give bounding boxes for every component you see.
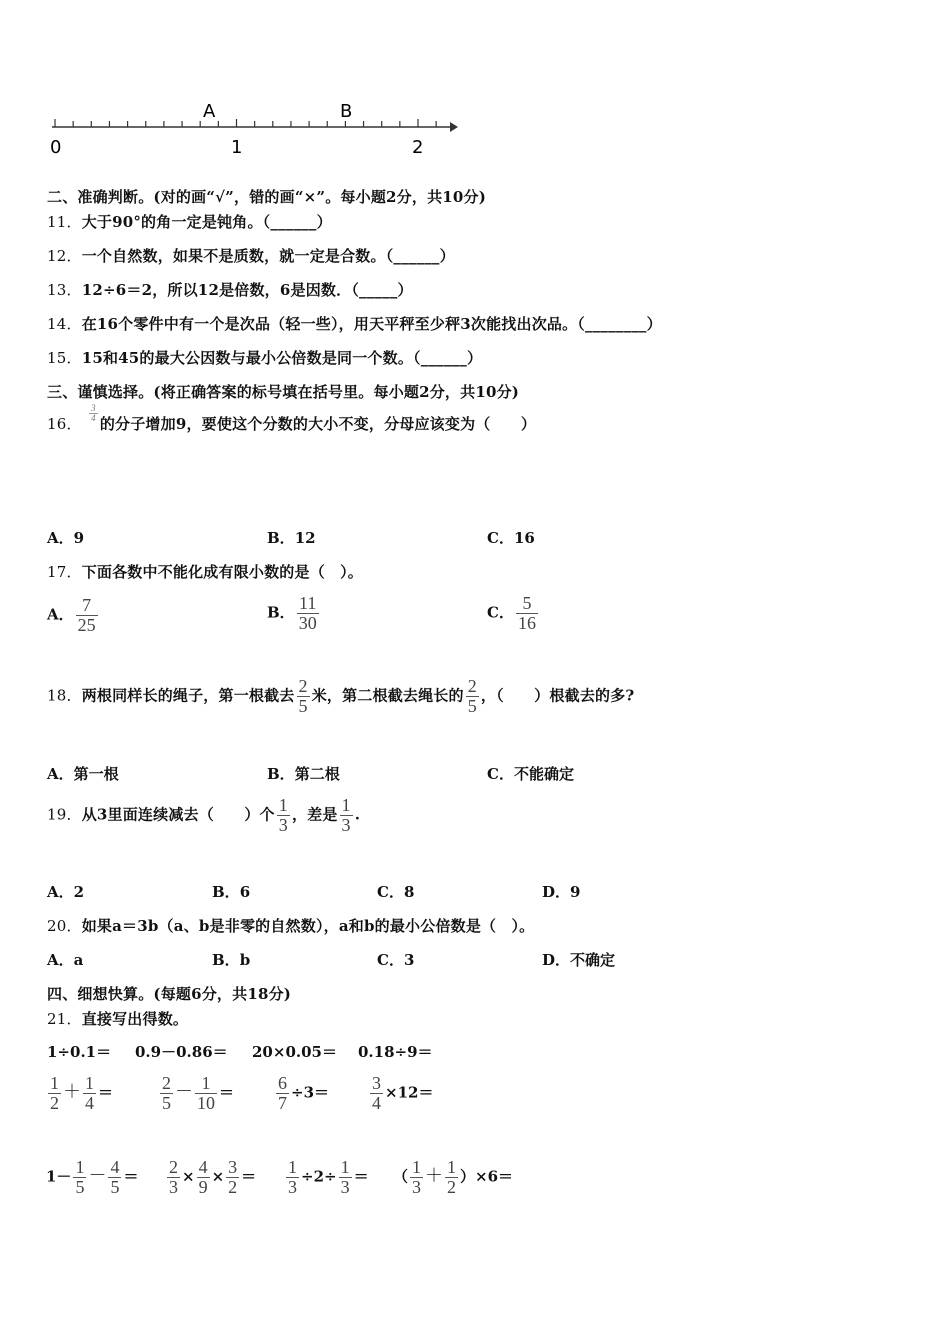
calc-1: 1÷0.1＝	[47, 1043, 112, 1061]
calc-7: $\frac{6}{7}$ ÷3＝	[278, 1073, 330, 1113]
question-21: 21．直接写出得数。	[47, 1010, 189, 1028]
calc-11: $\frac{1}{3}$ ÷2÷ $\frac{1}{3}$ ＝	[288, 1157, 369, 1197]
q19-option-d: D．9	[542, 883, 581, 901]
calc-4: 0.18÷9＝	[358, 1043, 433, 1061]
calc-8: $\frac{3}{4}$ ×12＝	[372, 1073, 434, 1113]
q18-option-b: B．第二根	[267, 765, 340, 783]
fraction: $\frac{5}{16}$	[517, 593, 536, 633]
question-20: 20．如果a＝3b（a、b是非零的自然数），a和b的最小公倍数是（ ）。	[47, 917, 535, 935]
tick-label-2: 2	[412, 137, 424, 158]
q20-option-a: A．a	[47, 951, 84, 969]
q18-option-a: A．第一根	[47, 765, 119, 783]
point-label-b: B	[340, 101, 353, 122]
question-12: 12．一个自然数，如果不是质数，就一定是合数。（______）	[47, 247, 455, 265]
fraction: $\frac{1}{3}$	[288, 1157, 297, 1197]
fraction: $\frac{2}{5}$	[467, 676, 477, 716]
q16-option-a: A．9	[47, 529, 85, 547]
calc-10: $\frac{2}{3}$ × $\frac{4}{9}$ × $\frac{3}{2}$ ＝	[169, 1157, 257, 1197]
calc-12: （ $\frac{1}{3}$ ＋ $\frac{1}{2}$ ）×6＝	[393, 1157, 514, 1197]
question-14: 14．在16个零件中有一个是次品（轻一些），用天平秤至少秤3次能找出次品。（________）	[47, 315, 662, 333]
calc-6: $\frac{2}{5}$ － $\frac{1}{10}$ ＝	[162, 1073, 235, 1113]
question-13: 13．12÷6＝2，所以12是倍数，6是因数．（_____）	[47, 281, 413, 299]
q17-option-b: B． $\frac{11}{30}$	[267, 593, 317, 633]
calc-5: $\frac{1}{2}$ ＋ $\frac{1}{4}$ ＝	[50, 1073, 114, 1113]
question-11: 11．大于90°的角一定是钝角。（______）	[47, 213, 332, 231]
section2-heading: 二、准确判断。(对的画“√”，错的画“×”。每小题2分，共10分)	[47, 188, 487, 206]
fraction: $\frac{1}{5}$	[75, 1157, 85, 1197]
section3-heading: 三、谨慎选择。(将正确答案的标号填在括号里。每小题2分，共10分)	[47, 383, 520, 401]
q20-option-b: B．b	[212, 951, 251, 969]
q19-option-b: B．6	[212, 883, 251, 901]
q20-option-c: C．3	[377, 951, 415, 969]
fraction: $\frac{1}{3}$	[340, 1157, 350, 1197]
question-16: 16． $\frac{3}{4}$ 的分子增加9，要使这个分数的大小不变，分母应该变为（ ）	[47, 403, 537, 433]
question-17: 17．下面各数中不能化成有限小数的是（ ）。	[47, 563, 363, 581]
fraction: $\frac{1}{3}$	[278, 795, 288, 835]
q19-option-c: C．8	[377, 883, 415, 901]
number-line	[40, 95, 470, 165]
fraction: $\frac{2}{5}$	[298, 676, 308, 716]
tick-label-0: 0	[50, 137, 62, 158]
fraction: $\frac{4}{9}$	[198, 1157, 208, 1197]
fraction: $\frac{3}{4}$	[372, 1073, 381, 1113]
number-line-ticks	[55, 119, 436, 127]
fraction: $\frac{1}{4}$	[85, 1073, 94, 1113]
q17-option-c: C． $\frac{5}{16}$	[487, 593, 536, 633]
fraction: $\frac{11}{30}$	[298, 593, 317, 633]
calc-3: 20×0.05＝	[252, 1043, 337, 1061]
section4-heading: 四、细想快算。(每题6分，共18分)	[47, 985, 292, 1003]
q18-option-c: C．不能确定	[487, 765, 574, 783]
fraction: $\frac{1}{10}$	[197, 1073, 215, 1113]
question-15: 15．15和45的最大公因数与最小公倍数是同一个数。（______）	[47, 349, 483, 367]
fraction-3-4: $\frac{3}{4}$	[91, 403, 96, 424]
fraction: $\frac{1}{3}$	[341, 795, 351, 835]
q16-option-c: C．16	[487, 529, 535, 547]
fraction: $\frac{7}{25}$	[77, 595, 96, 635]
fraction: $\frac{1}{2}$	[50, 1073, 59, 1113]
fraction: $\frac{4}{5}$	[110, 1157, 120, 1197]
question-19: 19．从3里面连续减去（ ）个 $\frac{1}{3}$ ，差是 $\frac{1}{3}$ .	[47, 795, 361, 835]
fraction: $\frac{3}{2}$	[228, 1157, 238, 1197]
q19-option-a: A．2	[47, 883, 85, 901]
tick-label-1: 1	[231, 137, 243, 158]
fraction: $\frac{1}{3}$	[412, 1157, 422, 1197]
question-18: 18．两根同样长的绳子，第一根截去 $\frac{2}{5}$ 米，第二根截去绳长的 $\frac{2}{5}$ ，（ ）根截去的多?	[47, 676, 635, 716]
q17-option-a: A． $\frac{7}{25}$	[47, 595, 96, 635]
q16-option-b: B．12	[267, 529, 316, 547]
point-label-a: A	[203, 101, 216, 122]
calc-2: 0.9－0.86＝	[135, 1043, 228, 1061]
calc-9: 1－ $\frac{1}{5}$ － $\frac{4}{5}$ ＝	[46, 1157, 139, 1197]
fraction: $\frac{2}{3}$	[169, 1157, 178, 1197]
fraction: $\frac{6}{7}$	[278, 1073, 287, 1113]
fraction: $\frac{1}{2}$	[447, 1157, 457, 1197]
q20-option-d: D．不确定	[542, 951, 616, 969]
fraction: $\frac{2}{5}$	[162, 1073, 171, 1113]
